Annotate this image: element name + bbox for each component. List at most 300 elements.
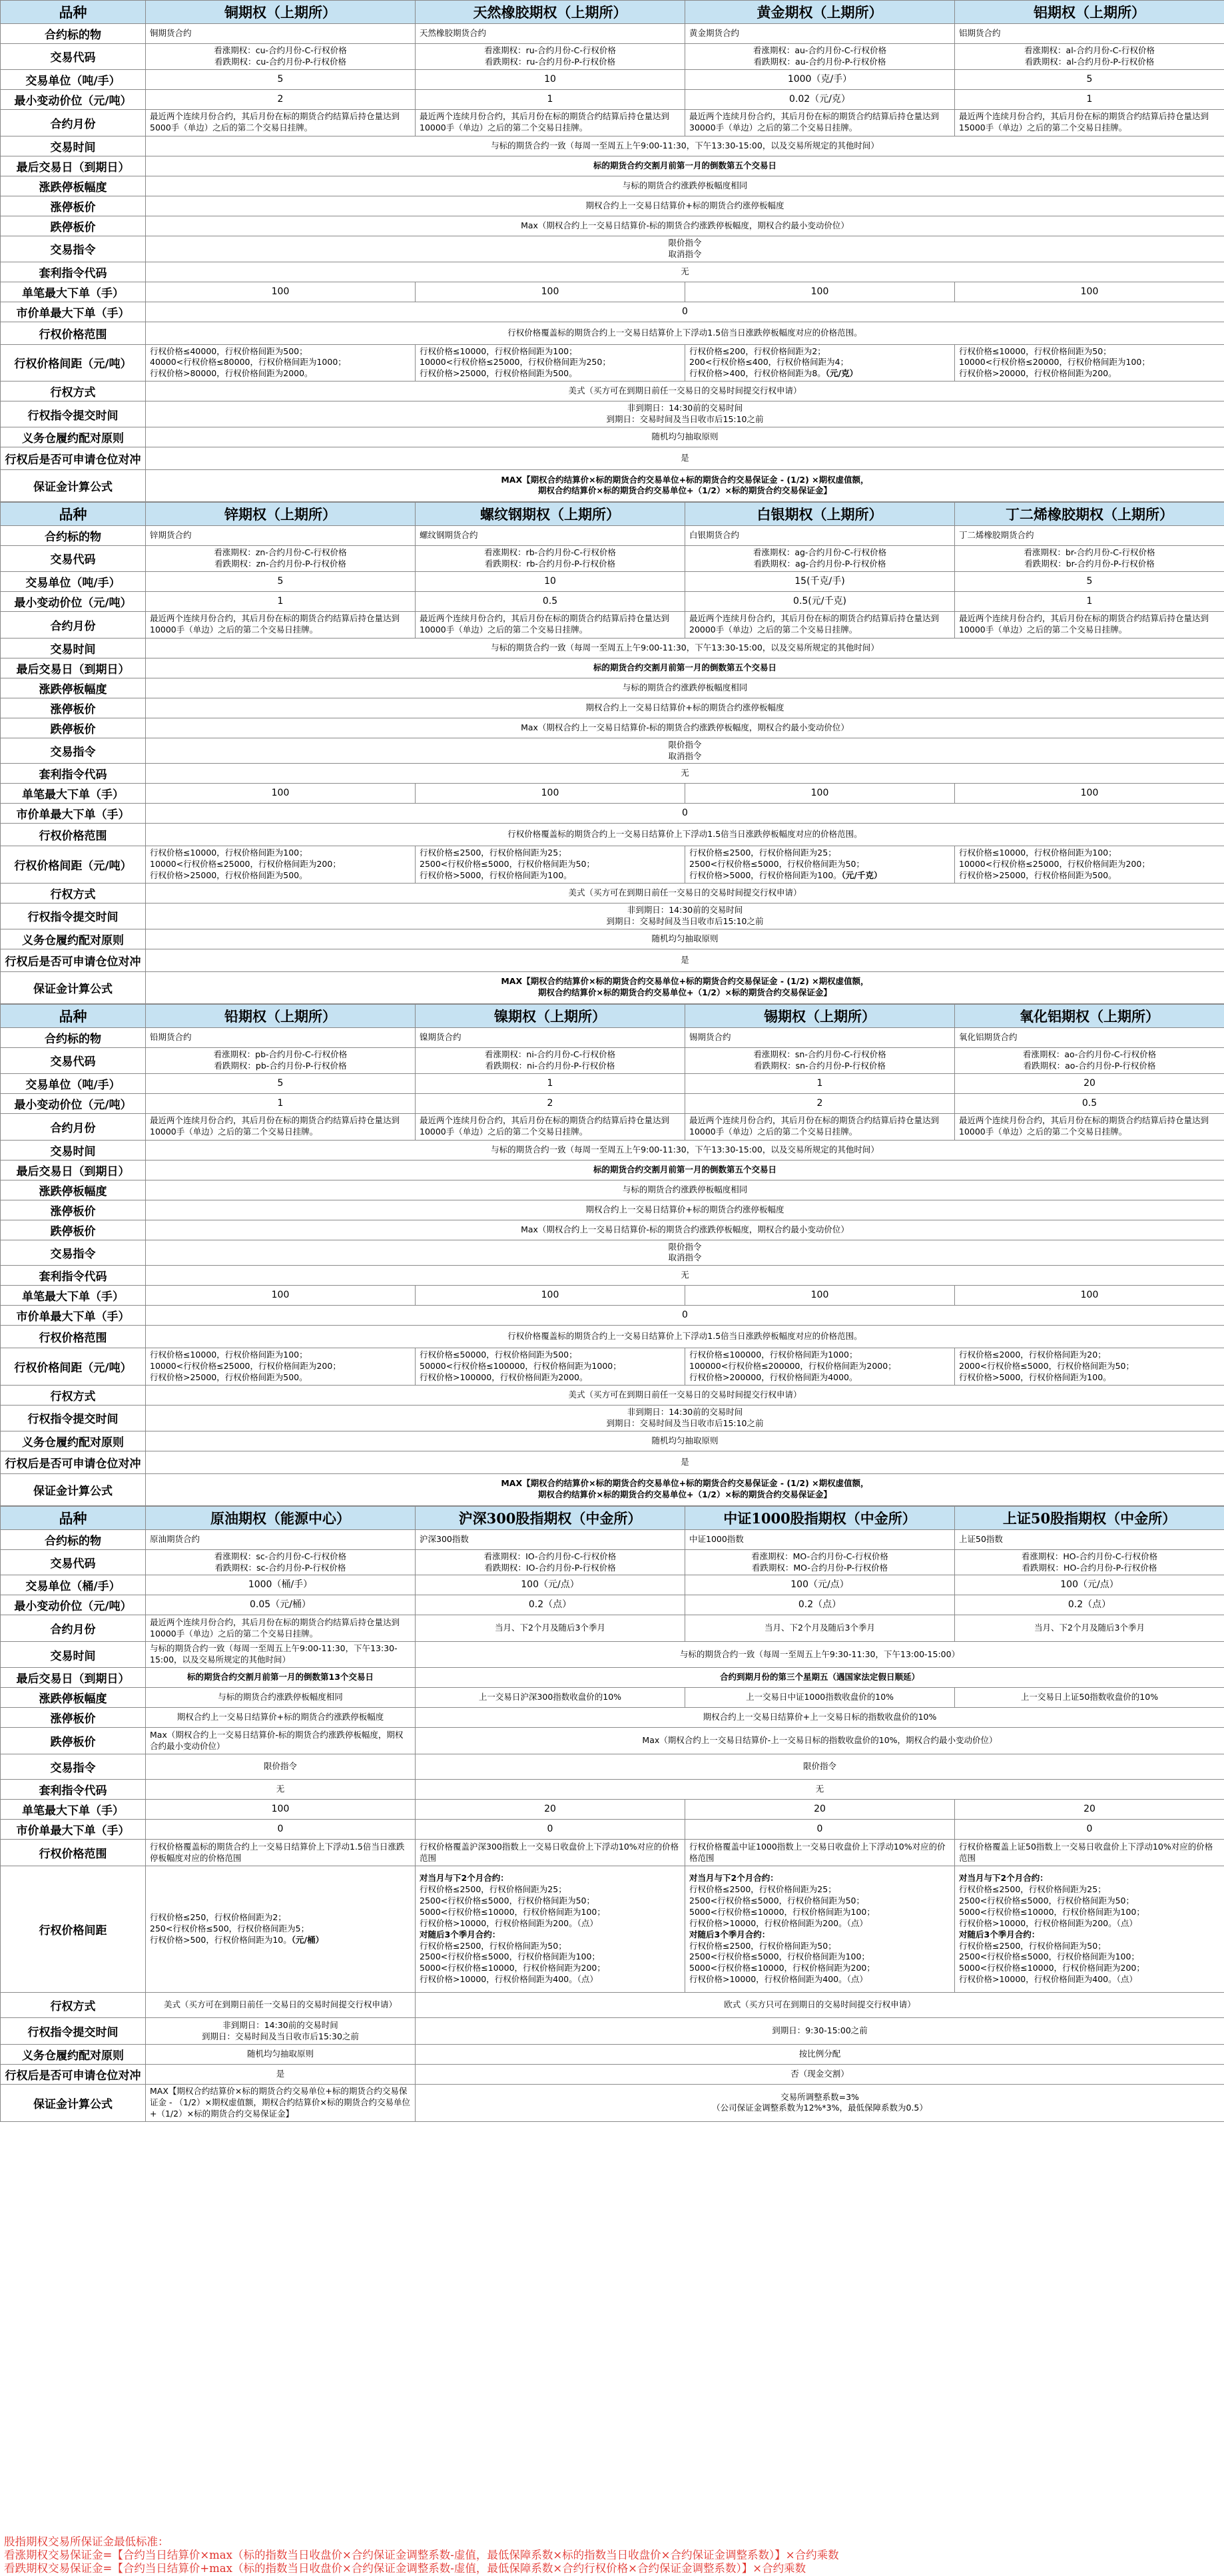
cell: 2 xyxy=(416,1093,685,1113)
cell xyxy=(685,344,955,382)
row-label: 交易时间 xyxy=(1,136,146,156)
row-label: 最后交易日（到期日） xyxy=(1,658,146,678)
cell: 看涨期权：zn-合约月份-C-行权价格 看跌期权：zn-合约月份-P-行权价格 xyxy=(146,545,416,571)
exercise-style-row xyxy=(1,884,1224,903)
cell: 随机均匀抽取原则 xyxy=(146,1431,1224,1451)
cell: 看涨期权：al-合约月份-C-行权价格 看跌期权：al-合约月份-P-行权价格 xyxy=(955,44,1224,70)
cell: 随机均匀抽取原则 xyxy=(146,929,1224,949)
cell-text: 对当月与下2个月合约： xyxy=(420,1873,509,1884)
cell xyxy=(146,344,416,382)
exercise-time-row xyxy=(1,1405,1224,1431)
cell-text: 期权合约结算价×标的期货合约交易单位+（1/2）×标的期货合约交易保证金】 xyxy=(538,1489,832,1500)
row-label: 涨跌停板幅度 xyxy=(1,176,146,196)
cell xyxy=(685,846,955,884)
cell: 5 xyxy=(146,69,416,89)
max-market-row xyxy=(1,1820,1224,1840)
cell: 美式（买方可在到期日前任一交易日的交易时间提交行权申请） xyxy=(146,1993,416,2018)
row-label: 市价单最大下单（手） xyxy=(1,804,146,824)
hedge-row xyxy=(1,1451,1224,1473)
cell-text: 期权合约结算价×标的期货合约交易单位+（1/2）×标的期货合约交易保证金】 xyxy=(538,987,832,998)
cell: 无 xyxy=(416,1780,1224,1800)
row-label: 市价单最大下单（手） xyxy=(1,302,146,322)
row-label: 最小变动价位（元/吨） xyxy=(1,1595,146,1615)
cell: 看涨期权：cu-合约月份-C-行权价格 看跌期权：cu-合约月份-P-行权价格 xyxy=(146,44,416,70)
cell-text: 对随后3个季月合约： xyxy=(689,1929,770,1939)
cell: 1 xyxy=(685,1073,955,1093)
cell-text: 对当月与下2个月合约： xyxy=(689,1873,778,1884)
cell: 最近两个连续月份合约，其后月份在标的期货合约结算后持仓量达到10000手（单边）之后的第二个交易日挂牌。 xyxy=(146,1615,416,1642)
cell: 与标的期货合约一致（每周一至周五上午9:30-11:30，下午13:00-15:00） xyxy=(416,1642,1224,1668)
cell: 20 xyxy=(955,1800,1224,1820)
code-row xyxy=(1,44,1224,70)
cell-text: （元/桶） xyxy=(291,1935,324,1945)
row-label: 行权价格范围 xyxy=(1,1840,146,1866)
row-label: 交易时间 xyxy=(1,1642,146,1668)
cell: 0 xyxy=(416,1820,685,1840)
hedge-row xyxy=(1,2065,1224,2085)
cell: 限价指令 取消指令 xyxy=(146,236,1224,262)
row-label: 义务仓履约配对原则 xyxy=(1,1431,146,1451)
cell: 当月、下2个月及随后3个季月 xyxy=(955,1615,1224,1642)
cell: 上一交易日沪深300指数收盘价的10% xyxy=(416,1688,685,1708)
cell: 看涨期权：sn-合约月份-C-行权价格 看跌期权：sn-合约月份-P-行权价格 xyxy=(685,1047,955,1073)
cell-text: 行权价格≤2500，行权价格间距为50； 2500<行权价格≤5000，行权价格间距为100； 5000<行权价格≤10000，行权价格间距为200； 行权价格>10000，行权价格间距为400。（点） xyxy=(689,1940,875,1985)
assign-rule-row xyxy=(1,929,1224,949)
variety-label: 品种 xyxy=(1,1506,146,1529)
cell: 黄金期货合约 xyxy=(685,24,955,44)
strike-range-row xyxy=(1,322,1224,344)
product-heading: 白银期权（上期所） xyxy=(685,502,955,525)
cell-text: 行权价格≤2500，行权价格间距为25； 2500<行权价格≤5000，行权价格间距为50； 5000<行权价格≤10000，行权价格间距为100； 行权价格>10000，行权价格间距为200。（点） xyxy=(959,1884,1145,1928)
row-label: 行权指令提交时间 xyxy=(1,1405,146,1431)
row-label: 涨跌停板幅度 xyxy=(1,1688,146,1708)
cell-text: （元/克） xyxy=(825,368,858,379)
product-heading: 铜期权（上期所） xyxy=(146,1,416,24)
cell: 铅期货合约 xyxy=(146,1027,416,1047)
row-label: 行权方式 xyxy=(1,382,146,401)
cell: MAX【期权合约结算价×标的期货合约交易单位+标的期货合约交易保证金 - （1/2）×期权虚值额，期权合约结算价×标的期货合约交易单位+（1/2）×标的期货合约交易保证金】 xyxy=(146,2085,416,2122)
spec-table xyxy=(0,1004,1224,1506)
cell-text: 行权价格≤2500，行权价格间距为50； 2500<行权价格≤5000，行权价格间距为100； 5000<行权价格≤10000，行权价格间距为200； 行权价格>10000，行权价格间距为400。（点） xyxy=(420,1940,605,1985)
up-price-row xyxy=(1,698,1224,718)
cell: 标的期货合约交割月前第一月的倒数第13个交易日 xyxy=(146,1668,416,1688)
tick-row xyxy=(1,1093,1224,1113)
up-price-row xyxy=(1,196,1224,216)
cell xyxy=(146,846,416,884)
row-label: 单笔最大下单（手） xyxy=(1,1286,146,1306)
cell: Max（期权合约上一交易日结算价-标的期货合约涨跌停板幅度，期权合约最小变动价位） xyxy=(146,216,1224,236)
cell-text: 对随后3个季月合约： xyxy=(420,1929,501,1939)
cell: 行权价格覆盖沪深300指数上一交易日收盘价上下浮动10%对应的价格范围 xyxy=(416,1840,685,1866)
code-row xyxy=(1,545,1224,571)
row-label: 交易单位（吨/手） xyxy=(1,69,146,89)
cell: 0.2（点） xyxy=(955,1595,1224,1615)
cell: 2 xyxy=(685,1093,955,1113)
cell: 非到期日：14:30前的交易时间 到期日：交易时间及当日收市后15:30之前 xyxy=(146,2018,416,2045)
cell: 100 xyxy=(416,1286,685,1306)
product-heading: 螺纹钢期权（上期所） xyxy=(416,502,685,525)
cell: Max（期权合约上一交易日结算价-标的期货合约涨跌停板幅度，期权合约最小变动价位） xyxy=(146,1728,416,1754)
cell: 最近两个连续月份合约，其后月份在标的期货合约结算后持仓量达到10000手（单边）之后的第二个交易日挂牌。 xyxy=(955,611,1224,638)
row-label: 行权价格范围 xyxy=(1,824,146,846)
cell: 与标的期货合约涨跌停板幅度相同 xyxy=(146,176,1224,196)
order-types-row xyxy=(1,738,1224,764)
cell: 1 xyxy=(955,591,1224,611)
cell: 上证50指数 xyxy=(955,1529,1224,1549)
cell: 100 xyxy=(955,1286,1224,1306)
cell: 看涨期权：pb-合约月份-C-行权价格 看跌期权：pb-合约月份-P-行权价格 xyxy=(146,1047,416,1073)
row-label: 交易代码 xyxy=(1,1047,146,1073)
last-day-row xyxy=(1,1668,1224,1688)
row-label: 合约标的物 xyxy=(1,525,146,545)
cell-text: 行权价格≤10000，行权价格间距为100； 10000<行权价格≤25000，行权价格间距为250； 行权价格>25000，行权价格间距为500。 xyxy=(420,346,611,379)
row-label: 行权后是否可申请仓位对冲 xyxy=(1,1451,146,1473)
arb-code-row xyxy=(1,1266,1224,1286)
spec-table xyxy=(0,502,1224,1004)
cell-text: 期权合约结算价×标的期货合约交易单位+（1/2）×标的期货合约交易保证金】 xyxy=(538,485,832,496)
cell: 期权合约上一交易日结算价+标的期货合约涨停板幅度 xyxy=(146,1200,1224,1220)
assign-rule-row xyxy=(1,2045,1224,2065)
cell: 中证1000指数 xyxy=(685,1529,955,1549)
up-price-row xyxy=(1,1708,1224,1728)
down-price-row xyxy=(1,1220,1224,1240)
cell: 天然橡胶期货合约 xyxy=(416,24,685,44)
underlying-row xyxy=(1,1027,1224,1047)
product-heading: 铝期权（上期所） xyxy=(955,1,1224,24)
up-price-row xyxy=(1,1200,1224,1220)
cell: 螺纹钢期货合约 xyxy=(416,525,685,545)
cell: 与标的期货合约涨跌停板幅度相同 xyxy=(146,1180,1224,1200)
exercise-style-row xyxy=(1,1993,1224,2018)
cell: 丁二烯橡胶期货合约 xyxy=(955,525,1224,545)
row-label: 单笔最大下单（手） xyxy=(1,282,146,302)
cell: 100 xyxy=(146,784,416,804)
trade-time-row xyxy=(1,136,1224,156)
strike-range-row xyxy=(1,1840,1224,1866)
cell: 是 xyxy=(146,1451,1224,1473)
cell: 标的期货合约交割月前第一月的倒数第五个交易日 xyxy=(146,1160,1224,1180)
row-label: 交易时间 xyxy=(1,1140,146,1160)
cell: 20 xyxy=(416,1800,685,1820)
row-label: 涨停板价 xyxy=(1,196,146,216)
row-label: 合约月份 xyxy=(1,1615,146,1642)
cell-text: MAX【期权合约结算价×标的期货合约交易单位+标的期货合约交易保证金 - (1/2) ×期权虚值额， xyxy=(501,474,869,485)
variety-label: 品种 xyxy=(1,502,146,525)
cell: 0.5 xyxy=(416,591,685,611)
cell: 美式（买方可在到期日前任一交易日的交易时间提交行权申请） xyxy=(146,884,1224,903)
cell: 行权价格覆盖中证1000指数上一交易日收盘价上下浮动10%对应的价格范围 xyxy=(685,1840,955,1866)
code-row xyxy=(1,1047,1224,1073)
note-line: 看涨期权交易保证金=【合约当日结算价×max（标的指数当日收盘价×合约保证金调整系数-虚值，最低保障系数×标的指数当日收盘价×合约保证金调整系数）】×合约乘数 xyxy=(4,2549,839,2561)
months-row xyxy=(1,1113,1224,1140)
cell: 无 xyxy=(146,1266,1224,1286)
order-types-row xyxy=(1,1754,1224,1780)
exercise-style-row xyxy=(1,382,1224,401)
product-heading: 锌期权（上期所） xyxy=(146,502,416,525)
down-price-row xyxy=(1,216,1224,236)
row-label: 交易指令 xyxy=(1,738,146,764)
row-label: 跌停板价 xyxy=(1,1220,146,1240)
limit-row xyxy=(1,1180,1224,1200)
cell: 是 xyxy=(146,949,1224,971)
cell xyxy=(416,1866,685,1993)
cell xyxy=(685,1348,955,1386)
cell: 期权合约上一交易日结算价+标的期货合约涨跌停板幅度 xyxy=(146,1708,416,1728)
cell: 最近两个连续月份合约，其后月份在标的期货合约结算后持仓量达到10000手（单边）之后的第二个交易日挂牌。 xyxy=(416,109,685,136)
cell: 1 xyxy=(416,1073,685,1093)
max-limit-row xyxy=(1,1286,1224,1306)
cell-text: 到期日：交易时间及当日收市后15:10之前 xyxy=(606,1417,764,1428)
trade-time-row xyxy=(1,1140,1224,1160)
row-label: 合约月份 xyxy=(1,611,146,638)
cell: 100 xyxy=(146,282,416,302)
unit-row xyxy=(1,69,1224,89)
cell: 看涨期权：ag-合约月份-C-行权价格 看跌期权：ag-合约月份-P-行权价格 xyxy=(685,545,955,571)
cell xyxy=(955,1866,1224,1993)
product-heading: 天然橡胶期权（上期所） xyxy=(416,1,685,24)
cell-text: 行权价格≤50000，行权价格间距为500； 50000<行权价格≤100000，行权价格间距为1000； 行权价格>100000，行权价格间距为2000。 xyxy=(420,1350,621,1382)
row-label: 最后交易日（到期日） xyxy=(1,1160,146,1180)
cell: 看涨期权：IO-合约月份-C-行权价格 看跌期权：IO-合约月份-P-行权价格 xyxy=(416,1549,685,1575)
cell: 1000（克/手） xyxy=(685,69,955,89)
cell: 100（元/点） xyxy=(685,1575,955,1595)
unit-row xyxy=(1,1575,1224,1595)
cell: 最近两个连续月份合约，其后月份在标的期货合约结算后持仓量达到20000手（单边）之后的第二个交易日挂牌。 xyxy=(685,611,955,638)
cell: 铝期货合约 xyxy=(955,24,1224,44)
row-label: 跌停板价 xyxy=(1,1728,146,1754)
product-heading: 镍期权（上期所） xyxy=(416,1004,685,1027)
cell: Max（期权合约上一交易日结算价-标的期货合约涨跌停板幅度，期权合约最小变动价位） xyxy=(146,1220,1224,1240)
row-label: 跌停板价 xyxy=(1,216,146,236)
row-label: 合约标的物 xyxy=(1,1529,146,1549)
cell: 最近两个连续月份合约，其后月份在标的期货合约结算后持仓量达到5000手（单边）之后的第二个交易日挂牌。 xyxy=(146,109,416,136)
cell: 最近两个连续月份合约，其后月份在标的期货合约结算后持仓量达到30000手（单边）之后的第二个交易日挂牌。 xyxy=(685,109,955,136)
row-label: 行权指令提交时间 xyxy=(1,401,146,427)
row-label: 行权方式 xyxy=(1,1385,146,1405)
cell: 看涨期权：MO-合约月份-C-行权价格 看跌期权：MO-合约月份-P-行权价格 xyxy=(685,1549,955,1575)
unit-row xyxy=(1,571,1224,591)
cell: 到期日：9:30-15:00之前 xyxy=(416,2018,1224,2045)
cell: 1 xyxy=(416,89,685,109)
cell-text: 行权价格≤2500，行权价格间距为50； 2500<行权价格≤5000，行权价格间距为100； 5000<行权价格≤10000，行权价格间距为200； 行权价格>10000，行权价格间距为400。（点） xyxy=(959,1940,1145,1985)
row-label: 行权价格间距 xyxy=(1,1866,146,1993)
assign-rule-row xyxy=(1,427,1224,447)
limit-row xyxy=(1,678,1224,698)
cell xyxy=(146,1348,416,1386)
last-day-row xyxy=(1,1160,1224,1180)
cell: 100 xyxy=(146,1286,416,1306)
order-types-row xyxy=(1,1240,1224,1266)
row-label: 行权价格间距（元/吨） xyxy=(1,344,146,382)
row-label: 行权指令提交时间 xyxy=(1,2018,146,2045)
max-market-row xyxy=(1,302,1224,322)
row-label: 行权后是否可申请仓位对冲 xyxy=(1,949,146,971)
margin-row xyxy=(1,971,1224,1003)
cell-text: 对当月与下2个月合约： xyxy=(959,1873,1048,1884)
cell: 交易所调整系数=3% （公司保证金调整系数为12%*3%，最低保障系数为0.5） xyxy=(416,2085,1224,2122)
product-heading: 原油期权（能源中心） xyxy=(146,1506,416,1529)
row-label: 交易代码 xyxy=(1,545,146,571)
cell: 看涨期权：rb-合约月份-C-行权价格 看跌期权：rb-合约月份-P-行权价格 xyxy=(416,545,685,571)
cell: 最近两个连续月份合约，其后月份在标的期货合约结算后持仓量达到10000手（单边）之后的第二个交易日挂牌。 xyxy=(416,611,685,638)
header-row xyxy=(1,502,1224,525)
cell-text: 到期日：交易时间及当日收市后15:10之前 xyxy=(606,915,764,926)
cell: 合约到期月份的第三个星期五（遇国家法定假日顺延） xyxy=(416,1668,1224,1688)
row-label: 行权后是否可申请仓位对冲 xyxy=(1,447,146,469)
cell: 0.5(元/千克) xyxy=(685,591,955,611)
row-label: 交易单位（吨/手） xyxy=(1,571,146,591)
hedge-row xyxy=(1,949,1224,971)
row-label: 跌停板价 xyxy=(1,718,146,738)
last-day-row xyxy=(1,658,1224,678)
cell-text: 行权价格≤10000，行权价格间距为50； 10000<行权价格≤20000，行权价格间距为100； 行权价格>20000，行权价格间距为200。 xyxy=(959,346,1150,379)
exercise-time-row xyxy=(1,903,1224,929)
cell xyxy=(146,1866,416,1993)
cell-text: 行权价格≤10000，行权价格间距为100； 10000<行权价格≤25000，行权价格间距为200； 行权价格>25000，行权价格间距为500。 xyxy=(959,848,1150,881)
cell xyxy=(146,401,1224,427)
margin-row xyxy=(1,1473,1224,1505)
cell: 最近两个连续月份合约，其后月份在标的期货合约结算后持仓量达到10000手（单边）之后的第二个交易日挂牌。 xyxy=(146,611,416,638)
cell: Max（期权合约上一交易日结算价-标的期货合约涨跌停板幅度，期权合约最小变动价位） xyxy=(146,718,1224,738)
cell: 0 xyxy=(146,302,1224,322)
cell: 期权合约上一交易日结算价+上一交易日标的指数收盘价的10% xyxy=(416,1708,1224,1728)
cell-text: 行权价格≤100000，行权价格间距为1000； 100000<行权价格≤200000，行权价格间距为2000； 行权价格>200000，行权价格间距为4000。 xyxy=(689,1350,896,1382)
row-label: 交易单位（桶/手） xyxy=(1,1575,146,1595)
row-label: 套利指令代码 xyxy=(1,1780,146,1800)
cell-text: 行权价格≤200，行权价格间距为2； 200<行权价格≤400，行权价格间距为4； 行权价格>400，行权价格间距为8。 xyxy=(689,346,849,379)
cell: 上一交易日上证50指数收盘价的10% xyxy=(955,1688,1224,1708)
row-label: 行权价格范围 xyxy=(1,1326,146,1348)
cell: 1000（桶/手） xyxy=(146,1575,416,1595)
cell: 0 xyxy=(685,1820,955,1840)
spec-table xyxy=(0,0,1224,502)
row-label: 交易时间 xyxy=(1,638,146,658)
cell: 最近两个连续月份合约，其后月份在标的期货合约结算后持仓量达到10000手（单边）之后的第二个交易日挂牌。 xyxy=(685,1113,955,1140)
strike-interval-row xyxy=(1,1866,1224,1993)
cell: 100 xyxy=(685,282,955,302)
row-label: 交易代码 xyxy=(1,1549,146,1575)
exercise-time-row xyxy=(1,401,1224,427)
row-label: 最后交易日（到期日） xyxy=(1,156,146,176)
row-label: 最小变动价位（元/吨） xyxy=(1,89,146,109)
cell-text: 行权价格≤2500，行权价格间距为25； 2500<行权价格≤5000，行权价格间距为50； 行权价格>5000，行权价格间距为100。 xyxy=(689,848,864,881)
cell: 0.2（点） xyxy=(685,1595,955,1615)
cell: 最近两个连续月份合约，其后月份在标的期货合约结算后持仓量达到10000手（单边）之后的第二个交易日挂牌。 xyxy=(416,1113,685,1140)
cell-text: 对随后3个季月合约： xyxy=(959,1929,1040,1939)
arb-code-row xyxy=(1,262,1224,282)
cell: 看涨期权：sc-合约月份-C-行权价格 看跌期权：sc-合约月份-P-行权价格 xyxy=(146,1549,416,1575)
cell: 5 xyxy=(146,571,416,591)
hedge-row xyxy=(1,447,1224,469)
cell-text: MAX【期权合约结算价×标的期货合约交易单位+标的期货合约交易保证金 - (1/2) ×期权虚值额， xyxy=(501,1478,869,1489)
cell: 与标的期货合约一致（每周一至周五上午9:00-11:30，下午13:30-15:00，以及交易所规定的其他时间） xyxy=(146,638,1224,658)
cell: 镍期货合约 xyxy=(416,1027,685,1047)
cell: 0.02（元/克） xyxy=(685,89,955,109)
cell: 0 xyxy=(955,1820,1224,1840)
row-label: 涨跌停板幅度 xyxy=(1,1180,146,1200)
arb-code-row xyxy=(1,764,1224,784)
row-label: 行权方式 xyxy=(1,1993,146,2018)
cell: 1 xyxy=(146,591,416,611)
cell: 100（元/点） xyxy=(955,1575,1224,1595)
row-label: 套利指令代码 xyxy=(1,764,146,784)
cell: 锌期货合约 xyxy=(146,525,416,545)
cell: 是 xyxy=(146,2065,416,2085)
index-option-margin-note xyxy=(0,2535,1224,2575)
cell: 当月、下2个月及随后3个季月 xyxy=(416,1615,685,1642)
product-heading: 氧化铝期权（上期所） xyxy=(955,1004,1224,1027)
cell: 否（现金交割） xyxy=(416,2065,1224,2085)
row-label: 市价单最大下单（手） xyxy=(1,1306,146,1326)
cell xyxy=(416,846,685,884)
down-price-row xyxy=(1,718,1224,738)
cell: 与标的期货合约涨跌停板幅度相同 xyxy=(146,678,1224,698)
row-label: 最后交易日（到期日） xyxy=(1,1668,146,1688)
cell: 最近两个连续月份合约，其后月份在标的期货合约结算后持仓量达到10000手（单边）之后的第二个交易日挂牌。 xyxy=(146,1113,416,1140)
cell: 美式（买方可在到期日前任一交易日的交易时间提交行权申请） xyxy=(146,1385,1224,1405)
cell-text: 行权价格≤10000，行权价格间距为100； 10000<行权价格≤25000，行权价格间距为200； 行权价格>25000，行权价格间距为500。 xyxy=(150,848,341,881)
cell: 看涨期权：ni-合约月份-C-行权价格 看跌期权：ni-合约月份-P-行权价格 xyxy=(416,1047,685,1073)
row-label: 交易指令 xyxy=(1,1240,146,1266)
cell: Max（期权合约上一交易日结算价-上一交易日标的指数收盘价的10%，期权合约最小变动价位） xyxy=(416,1728,1224,1754)
cell xyxy=(685,1866,955,1993)
cell: 与标的期货合约一致（每周一至周五上午9:00-11:30，下午13:30-15:00，以及交易所规定的其他时间） xyxy=(146,1642,416,1668)
row-label: 行权价格范围 xyxy=(1,322,146,344)
cell: 铜期货合约 xyxy=(146,24,416,44)
months-row xyxy=(1,1615,1224,1642)
row-label: 保证金计算公式 xyxy=(1,1473,146,1505)
cell: 1 xyxy=(955,89,1224,109)
cell: 限价指令 xyxy=(146,1754,416,1780)
header-row xyxy=(1,1506,1224,1529)
row-label: 保证金计算公式 xyxy=(1,2085,146,2122)
row-label: 行权指令提交时间 xyxy=(1,903,146,929)
row-label: 市价单最大下单（手） xyxy=(1,1820,146,1840)
months-row xyxy=(1,611,1224,638)
arb-code-row xyxy=(1,1780,1224,1800)
cell: 5 xyxy=(955,571,1224,591)
cell: 100 xyxy=(416,784,685,804)
cell-text: MAX【期权合约结算价×标的期货合约交易单位+标的期货合约交易保证金 - (1/2) ×期权虚值额， xyxy=(501,976,869,987)
cell xyxy=(955,846,1224,884)
cell: 100 xyxy=(955,784,1224,804)
row-label: 单笔最大下单（手） xyxy=(1,784,146,804)
product-heading: 丁二烯橡胶期权（上期所） xyxy=(955,502,1224,525)
cell-text: 行权价格≤2500，行权价格间距为25； 2500<行权价格≤5000，行权价格间距为50； 5000<行权价格≤10000，行权价格间距为100； 行权价格>10000，行权价格间距为200。（点） xyxy=(689,1884,875,1928)
max-limit-row xyxy=(1,1800,1224,1820)
cell: 限价指令 取消指令 xyxy=(146,1240,1224,1266)
cell: 是 xyxy=(146,447,1224,469)
cell: 0.05（元/桶） xyxy=(146,1595,416,1615)
down-price-row xyxy=(1,1728,1224,1754)
code-row xyxy=(1,1549,1224,1575)
cell: 无 xyxy=(146,262,1224,282)
row-label: 保证金计算公式 xyxy=(1,971,146,1003)
underlying-row xyxy=(1,1529,1224,1549)
cell: 限价指令 取消指令 xyxy=(146,738,1224,764)
cell: 0 xyxy=(146,1306,1224,1326)
cell: 白银期货合约 xyxy=(685,525,955,545)
cell xyxy=(146,469,1224,501)
last-day-row xyxy=(1,156,1224,176)
cell: 10 xyxy=(416,69,685,89)
header-row xyxy=(1,1,1224,24)
months-row xyxy=(1,109,1224,136)
product-heading: 黄金期权（上期所） xyxy=(685,1,955,24)
trade-time-row xyxy=(1,1642,1224,1668)
note-line: 看跌期权交易保证金=【合约当日结算价+max（标的指数当日收盘价×合约保证金调整系数-虚值，最低保障系数×合约行权价格×合约保证金调整系数）】×合约乘数 xyxy=(4,2562,806,2575)
cell: 看涨期权：HO-合约月份-C-行权价格 看跌期权：HO-合约月份-P-行权价格 xyxy=(955,1549,1224,1575)
